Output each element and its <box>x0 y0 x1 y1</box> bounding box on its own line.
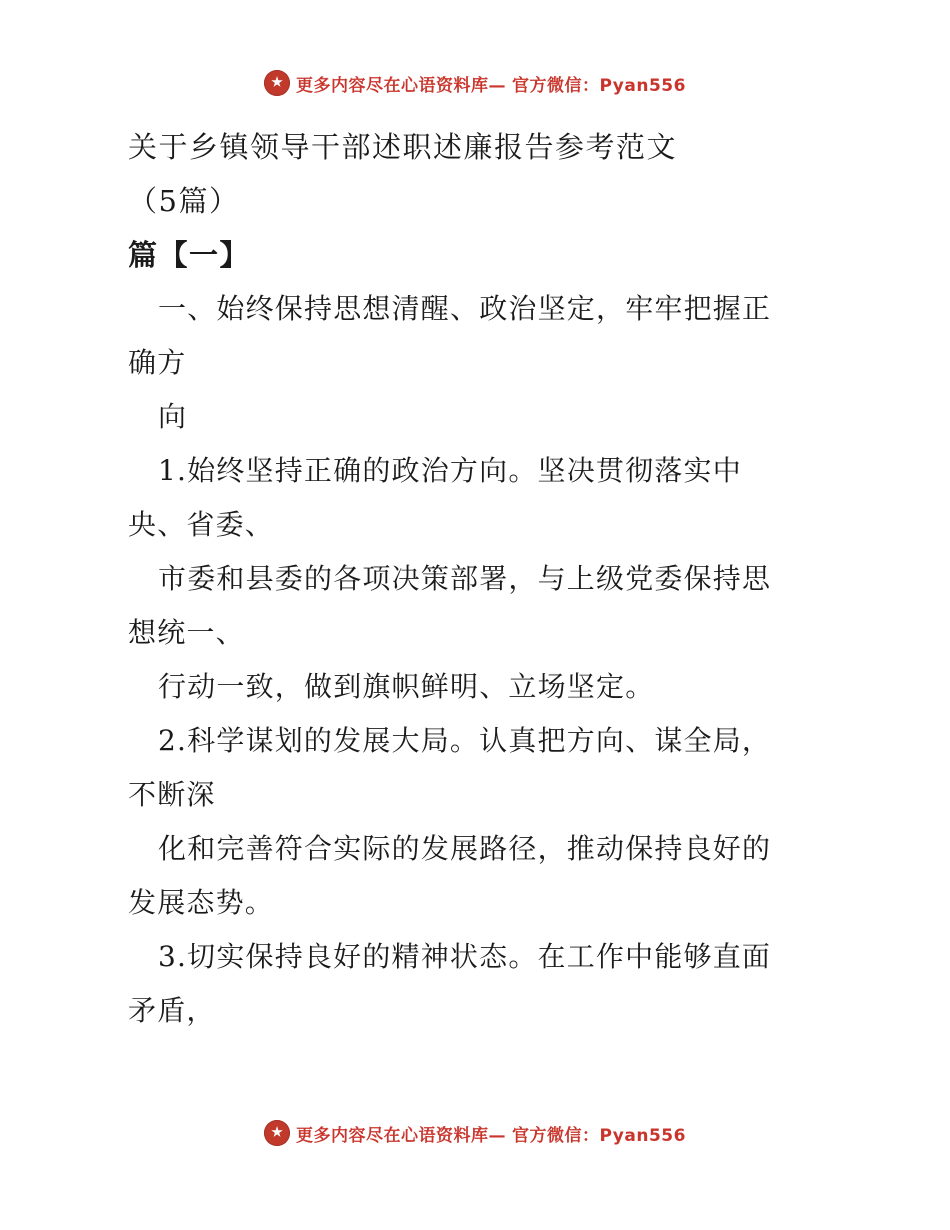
watermark-secondary-text: 官方微信：Pyan556 <box>512 1125 686 1146</box>
doc-line: 化和完善符合实际的发展路径，推动保持良好的 <box>158 832 772 865</box>
doc-line: 矛盾， <box>128 994 216 1027</box>
doc-line: 一、始终保持思想清醒、政治坚定，牢牢把握正 <box>158 292 772 325</box>
watermark-top <box>0 70 950 96</box>
doc-line: 想统一、 <box>128 616 245 649</box>
watermark-primary-text: 更多内容尽在心语资料库— <box>296 1125 507 1146</box>
document-body <box>128 120 868 1038</box>
doc-line: 1.始终坚持正确的政治方向。坚决贯彻落实中 <box>158 454 742 487</box>
doc-line: 关于乡镇领导干部述职述廉报告参考范文 <box>128 130 678 164</box>
star-badge-icon <box>264 70 290 96</box>
doc-line: 2.科学谋划的发展大局。认真把方向、谋全局， <box>158 724 772 757</box>
doc-line: 向 <box>158 400 188 433</box>
doc-line: 央、省委、 <box>128 508 275 541</box>
watermark-secondary-text: 官方微信：Pyan556 <box>512 75 686 96</box>
doc-line: 行动一致，做到旗帜鲜明、立场坚定。 <box>158 670 655 703</box>
star-badge-icon <box>264 1120 290 1146</box>
doc-line: 市委和县委的各项决策部署，与上级党委保持思 <box>158 562 772 595</box>
watermark-bottom <box>0 1120 950 1146</box>
doc-line: 不断深 <box>128 778 216 811</box>
doc-line: 发展态势。 <box>128 886 275 919</box>
doc-line: 3.切实保持良好的精神状态。在工作中能够直面 <box>158 940 772 973</box>
doc-line: 篇【一】 <box>128 238 251 272</box>
doc-line: 确方 <box>128 346 187 379</box>
doc-line: （5篇） <box>128 184 240 218</box>
watermark-primary-text: 更多内容尽在心语资料库— <box>296 75 507 96</box>
